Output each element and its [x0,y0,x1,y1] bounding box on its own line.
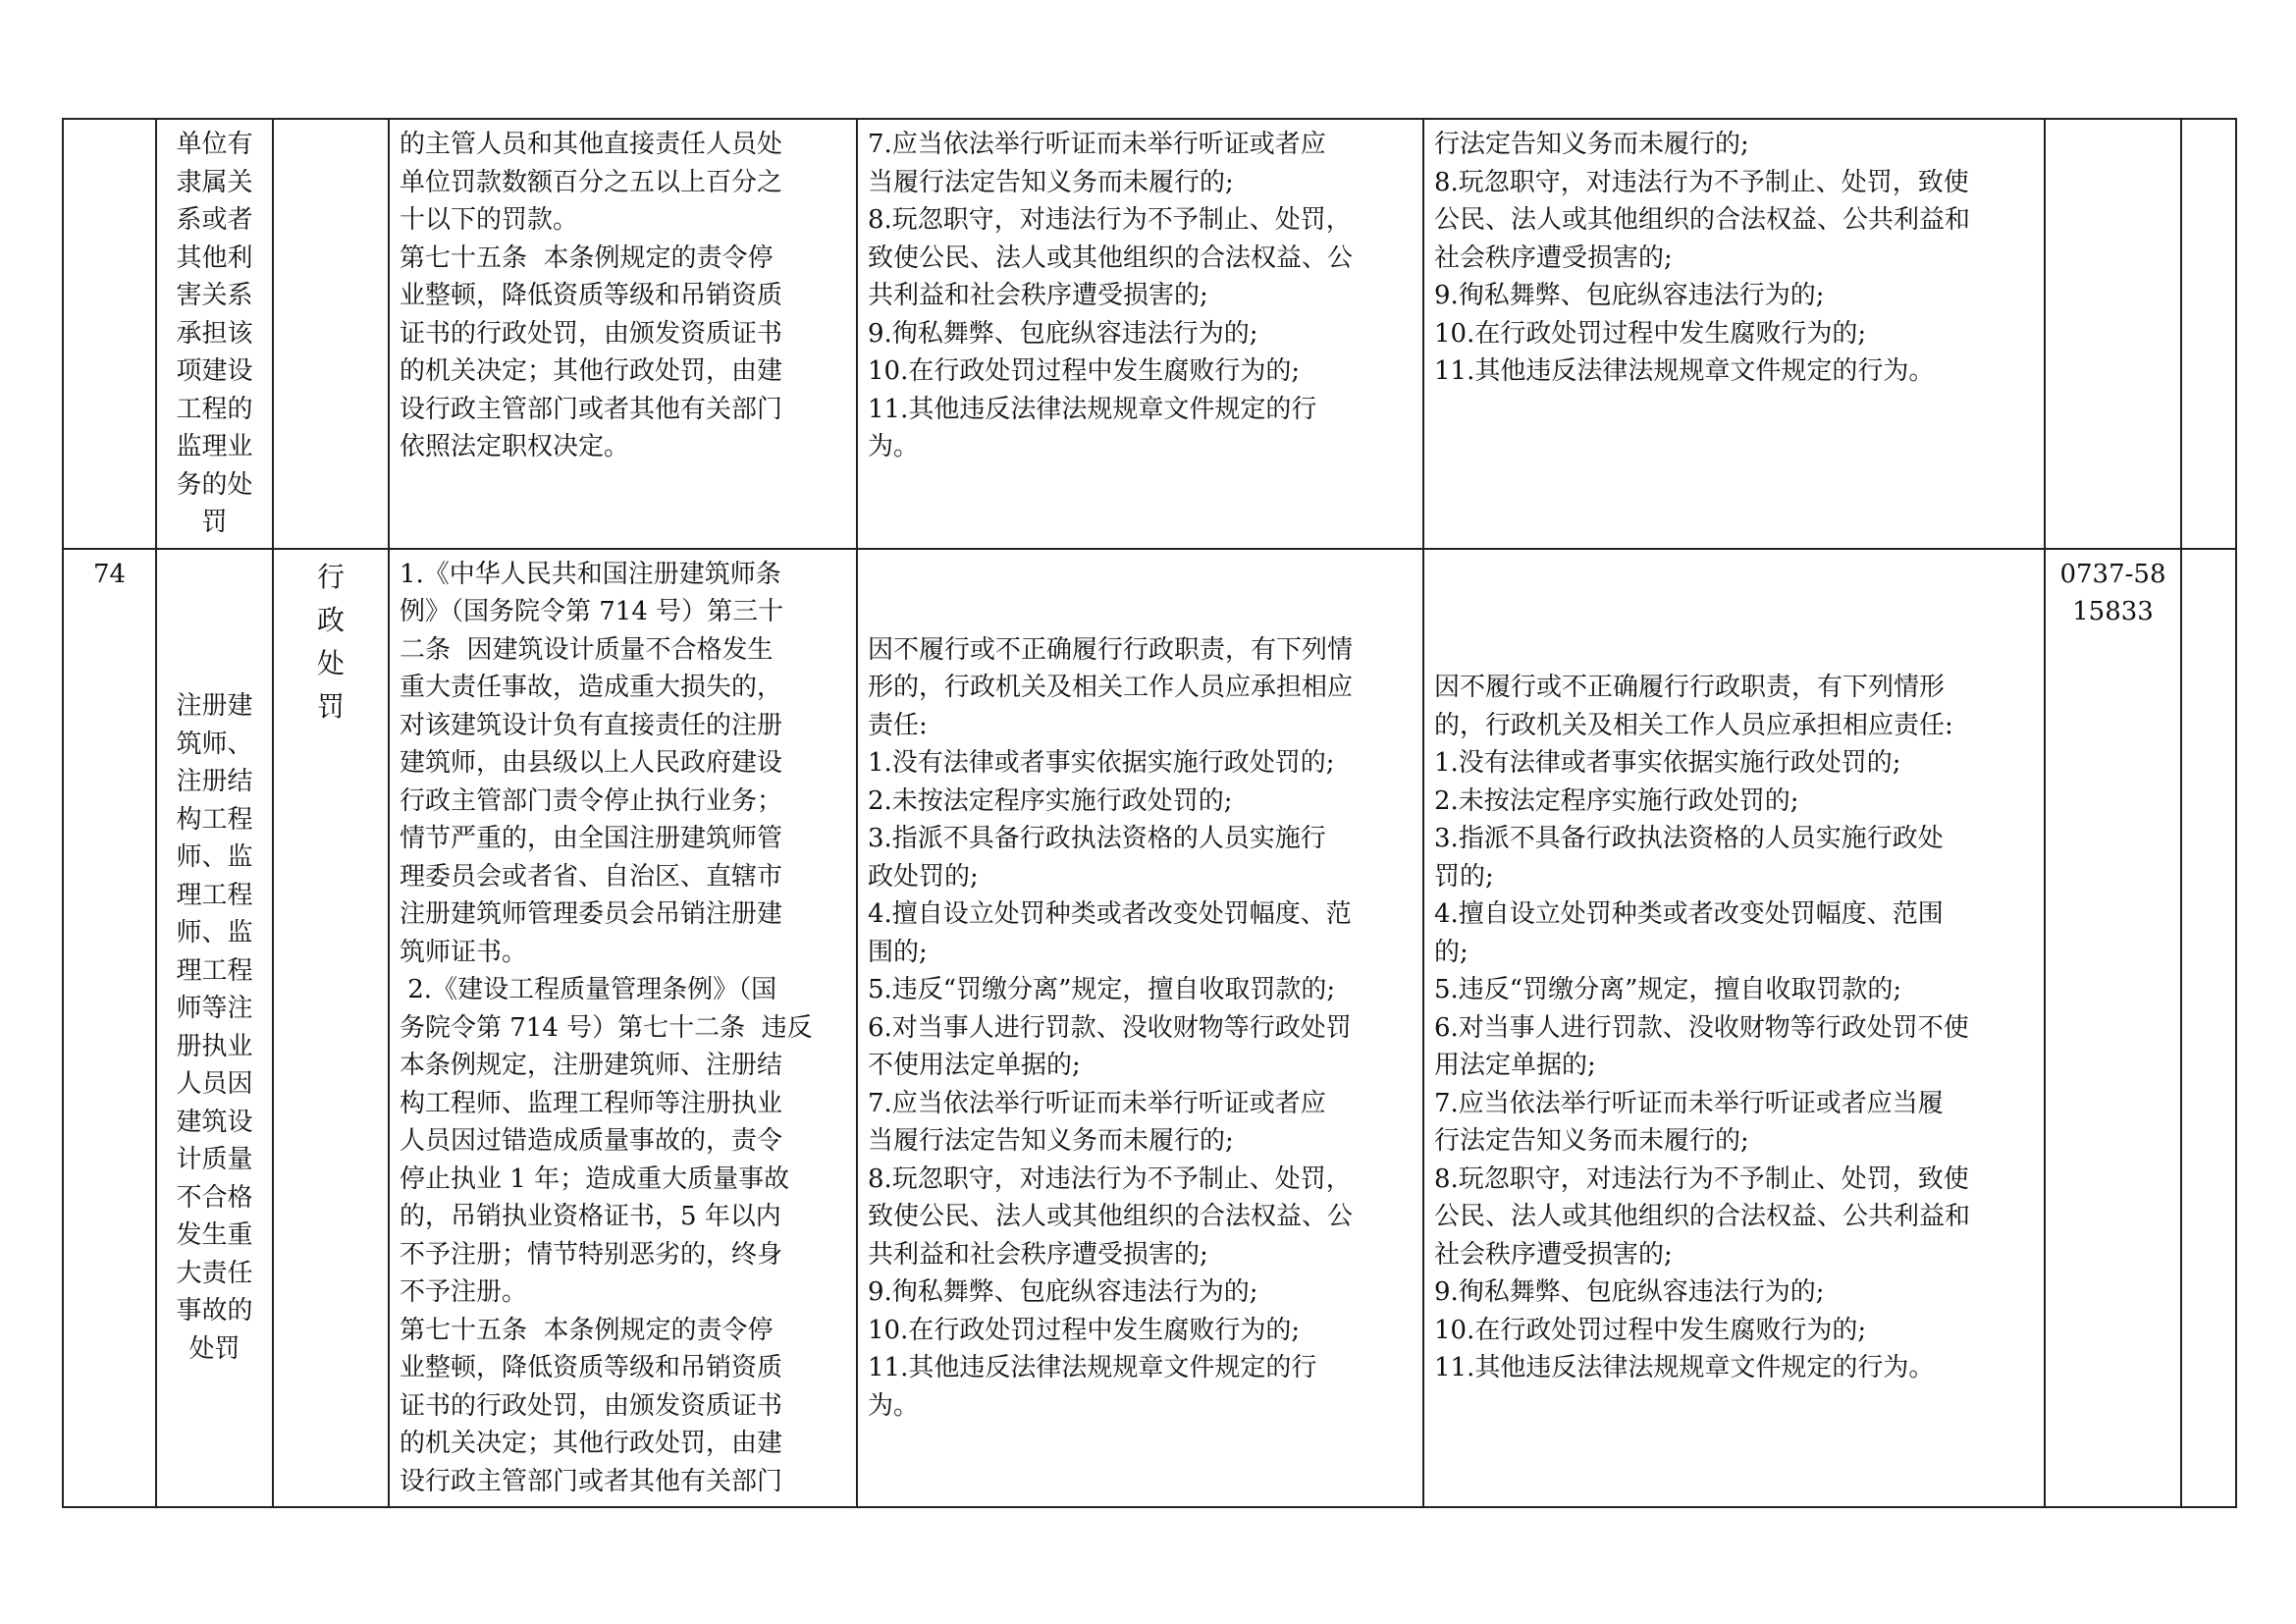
responsibility-line: 围的; [868,937,928,967]
legal-basis-line: 筑师证书。 [400,937,528,967]
responsibility-line: 当履行法定告知义务而未履行的; [868,1126,1234,1156]
responsibility-line: 9.徇私舞弊、包庇纵容违法行为的; [868,1277,1258,1307]
legal-basis-line: 对该建筑设计负有直接责任的注册 [400,710,783,740]
row-number-cell [63,549,156,1508]
legal-basis-line: 重大责任事故，造成重大损失的， [400,673,783,702]
legal-basis-line: 证书的行政处罚，由颁发资质证书 [400,1390,783,1421]
item-name-line: 单位有 [176,130,253,159]
legal-basis-cell [389,549,857,1508]
legal-basis-line: 依照法定职权决定。 [400,432,630,461]
legal-basis-line: 的，吊销执业资格证书，5 年以内 [400,1202,781,1231]
item-name-line: 师、监 [176,918,253,948]
responsibility-line: 致使公民、法人或其他组织的合法权益、公 [868,243,1354,273]
accountability-line: 罚的; [1434,861,1494,892]
responsibility-cell [857,549,1423,1508]
accountability-cell [1423,119,2045,549]
legal-basis-line: 理委员会或者省、自治区、直辖市 [400,861,783,892]
responsibility-line: 1.没有法律或者事实依据实施行政处罚的; [868,748,1335,778]
accountability-line: 8.玩忽职守，对违法行为不予制止、处罚，致使 [1434,167,1969,197]
item-name-line: 注册建 [176,691,253,722]
contact-phone-line: 15833 [2072,597,2154,626]
legal-basis-line: 情节严重的，由全国注册建筑师管 [400,824,783,853]
item-name-line: 务的处 [176,469,253,500]
legal-basis-line: 注册建筑师管理委员会吊销注册建 [400,899,783,929]
responsibility-line: 10.在行政处罚过程中发生腐败行为的; [868,1315,1301,1345]
item-name-line: 处罚 [188,1333,240,1364]
legal-basis-line: 行政主管部门责令停止执行业务； [400,785,783,816]
legal-basis-line: 单位罚款数额百分之五以上百分之 [400,167,783,197]
legal-basis-line: 证书的行政处罚，由颁发资质证书 [400,318,783,349]
legal-basis-line: 例》（国务院令第 714 号）第三十 [400,597,784,626]
accountability-line: 公民、法人或其他组织的合法权益、公共利益和 [1434,205,1971,235]
item-name-line: 计质量 [176,1145,253,1175]
responsibility-line: 4.擅自设立处罚种类或者改变处罚幅度、范 [868,899,1352,929]
responsibility-line: 8.玩忽职守，对违法行为不予制止、处罚， [868,1164,1352,1194]
item-name-line: 册执业 [176,1031,253,1061]
accountability-line: 11.其他违反法律法规规章文件规定的行为。 [1434,356,1935,386]
row-number-cell [63,119,156,549]
item-name-line: 监理业 [176,432,253,461]
item-name-line: 注册结 [176,767,253,797]
item-name-line: 其他利 [176,243,253,273]
legal-basis-cell [389,119,857,549]
item-name-line: 理工程 [176,880,253,910]
item-name-line: 工程的 [176,394,253,424]
row-number: 74 [92,559,127,589]
item-name-line: 筑师、 [176,729,253,759]
item-name-line: 构工程 [176,804,253,835]
table-row [63,119,2236,549]
item-type-char: 处 [316,646,345,679]
accountability-line: 1.没有法律或者事实依据实施行政处罚的; [1434,748,1901,778]
accountability-line: 行法定告知义务而未履行的; [1434,130,1749,159]
responsibility-line: 为。 [868,1390,920,1421]
legal-basis-line: 设行政主管部门或者其他有关部门 [400,394,783,424]
responsibility-line: 11.其他违反法律法规规章文件规定的行 [868,1353,1317,1382]
responsibility-line: 共利益和社会秩序遭受损害的; [868,281,1208,310]
legal-basis-line: 人员因过错造成质量事故的，责令 [400,1126,783,1156]
accountability-line: 行法定告知义务而未履行的; [1434,1126,1749,1156]
responsibility-line: 形的，行政机关及相关工作人员应承担相应 [868,673,1354,702]
responsibility-line: 9.徇私舞弊、包庇纵容违法行为的; [868,318,1258,349]
legal-basis-line: 十以下的罚款。 [400,205,579,235]
penalty-table [62,118,2237,1508]
responsibility-line: 不使用法定单据的; [868,1051,1081,1080]
accountability-line: 公民、法人或其他组织的合法权益、公共利益和 [1434,1202,1971,1231]
responsibility-line: 6.对当事人进行罚款、没收财物等行政处罚 [868,1012,1352,1043]
responsibility-line: 责任: [868,710,928,740]
item-type-char: 行 [316,560,345,593]
legal-basis-line: 业整顿，降低资质等级和吊销资质 [400,1353,783,1382]
item-name-line: 大责任 [176,1258,253,1288]
item-name-line: 承担该 [176,318,253,349]
accountability-line: 8.玩忽职守，对违法行为不予制止、处罚，致使 [1434,1164,1969,1194]
accountability-line: 社会秩序遭受损害的; [1434,1239,1673,1270]
item-name-line: 理工程 [176,955,253,986]
legal-basis-line: 第七十五条 本条例规定的责令停 [400,1315,774,1345]
item-name-line: 罚 [201,508,228,537]
contact-phone-cell [2045,119,2181,549]
accountability-line: 用法定单据的; [1434,1051,1596,1080]
legal-basis-line: 业整顿，降低资质等级和吊销资质 [400,281,783,310]
accountability-line: 的; [1434,937,1468,967]
accountability-line: 社会秩序遭受损害的; [1434,243,1673,273]
responsibility-line: 5.违反“罚缴分离”规定，擅自收取罚款的; [868,975,1336,1004]
responsibility-line: 当履行法定告知义务而未履行的; [868,167,1234,197]
legal-basis-line: 1.《中华人民共和国注册建筑师条 [400,559,781,589]
legal-basis-line: 设行政主管部门或者其他有关部门 [400,1466,783,1496]
item-type-char: 罚 [316,689,345,723]
legal-basis-line: 的机关决定；其他行政处罚，由建 [400,356,783,386]
item-name-line: 师等注 [176,994,253,1024]
accountability-line: 9.徇私舞弊、包庇纵容违法行为的; [1434,281,1825,310]
remark-cell [2181,549,2236,1508]
accountability-cell [1423,549,2045,1508]
remark-cell [2181,119,2236,549]
accountability-line: 7.应当依法举行听证而未举行听证或者应当履 [1434,1088,1944,1118]
item-name-line: 不合格 [176,1182,253,1213]
table-body [63,119,2236,1507]
accountability-line: 4.擅自设立处罚种类或者改变处罚幅度、范围 [1434,899,1944,929]
accountability-line: 的，行政机关及相关工作人员应承担相应责任: [1434,710,1953,740]
item-name-line: 隶属关 [176,167,253,197]
item-name-line: 事故的 [176,1296,253,1326]
responsibility-line: 因不履行或不正确履行行政职责，有下列情 [868,634,1354,665]
legal-basis-line: 的主管人员和其他直接责任人员处 [400,130,783,159]
accountability-line: 10.在行政处罚过程中发生腐败行为的; [1434,318,1867,349]
accountability-line: 9.徇私舞弊、包庇纵容违法行为的; [1434,1277,1825,1307]
item-name-line: 师、监 [176,842,253,873]
accountability-line: 3.指派不具备行政执法资格的人员实施行政处 [1434,824,1944,853]
legal-basis-line: 构工程师、监理工程师等注册执业 [400,1088,783,1118]
responsibility-line: 10.在行政处罚过程中发生腐败行为的; [868,356,1301,386]
responsibility-line: 7.应当依法举行听证而未举行听证或者应 [868,1088,1326,1118]
item-type-char: 政 [316,603,345,636]
item-type-cell [273,119,389,549]
responsibility-line: 致使公民、法人或其他组织的合法权益、公 [868,1202,1354,1231]
legal-basis-line: 本条例规定，注册建筑师、注册结 [400,1051,783,1080]
responsibility-line: 2.未按法定程序实施行政处罚的; [868,785,1233,816]
item-type-cell [273,549,389,1508]
legal-basis-line: 不予注册。 [400,1277,528,1307]
legal-basis-line: 停止执业 1 年；造成重大质量事故 [400,1164,790,1194]
legal-basis-line: 的机关决定；其他行政处罚，由建 [400,1429,783,1458]
legal-basis-line: 不予注册；情节特别恶劣的，终身 [400,1239,783,1270]
legal-basis-line: 第七十五条 本条例规定的责令停 [400,243,774,273]
item-name-cell [156,119,273,549]
accountability-line: 10.在行政处罚过程中发生腐败行为的; [1434,1315,1867,1345]
responsibility-line: 11.其他违反法律法规规章文件规定的行 [868,394,1317,424]
responsibility-line: 8.玩忽职守，对违法行为不予制止、处罚， [868,205,1352,235]
accountability-line: 因不履行或不正确履行行政职责，有下列情形 [1434,673,1946,702]
contact-phone-line: 0737-58 [2059,559,2166,589]
accountability-line: 2.未按法定程序实施行政处罚的; [1434,785,1799,816]
responsibility-line: 政处罚的; [868,861,979,892]
item-name-cell [156,549,273,1508]
responsibility-line: 为。 [868,432,920,461]
accountability-line: 5.违反“罚缴分离”规定，擅自收取罚款的; [1434,975,1902,1004]
responsibility-line: 7.应当依法举行听证而未举行听证或者应 [868,130,1326,159]
item-name-line: 发生重 [176,1220,253,1251]
item-name-line: 人员因 [176,1069,253,1100]
contact-phone-cell [2045,549,2181,1508]
legal-basis-line: 务院令第 714 号）第七十二条 违反 [400,1012,813,1043]
item-name-line: 害关系 [176,281,253,310]
accountability-line: 6.对当事人进行罚款、没收财物等行政处罚不使 [1434,1012,1969,1043]
legal-basis-line: 2.《建设工程质量管理条例》（国 [400,975,777,1004]
item-name-line: 建筑设 [176,1107,253,1137]
legal-basis-line: 建筑师，由县级以上人民政府建设 [400,748,783,778]
item-name-line: 项建设 [176,356,253,386]
table-row [63,549,2236,1508]
legal-basis-line: 二条 因建筑设计质量不合格发生 [400,634,774,665]
item-name-line: 系或者 [176,205,253,235]
accountability-line: 11.其他违反法律法规规章文件规定的行为。 [1434,1353,1935,1382]
responsibility-line: 3.指派不具备行政执法资格的人员实施行 [868,824,1326,853]
responsibility-line: 共利益和社会秩序遭受损害的; [868,1239,1208,1270]
responsibility-cell [857,119,1423,549]
